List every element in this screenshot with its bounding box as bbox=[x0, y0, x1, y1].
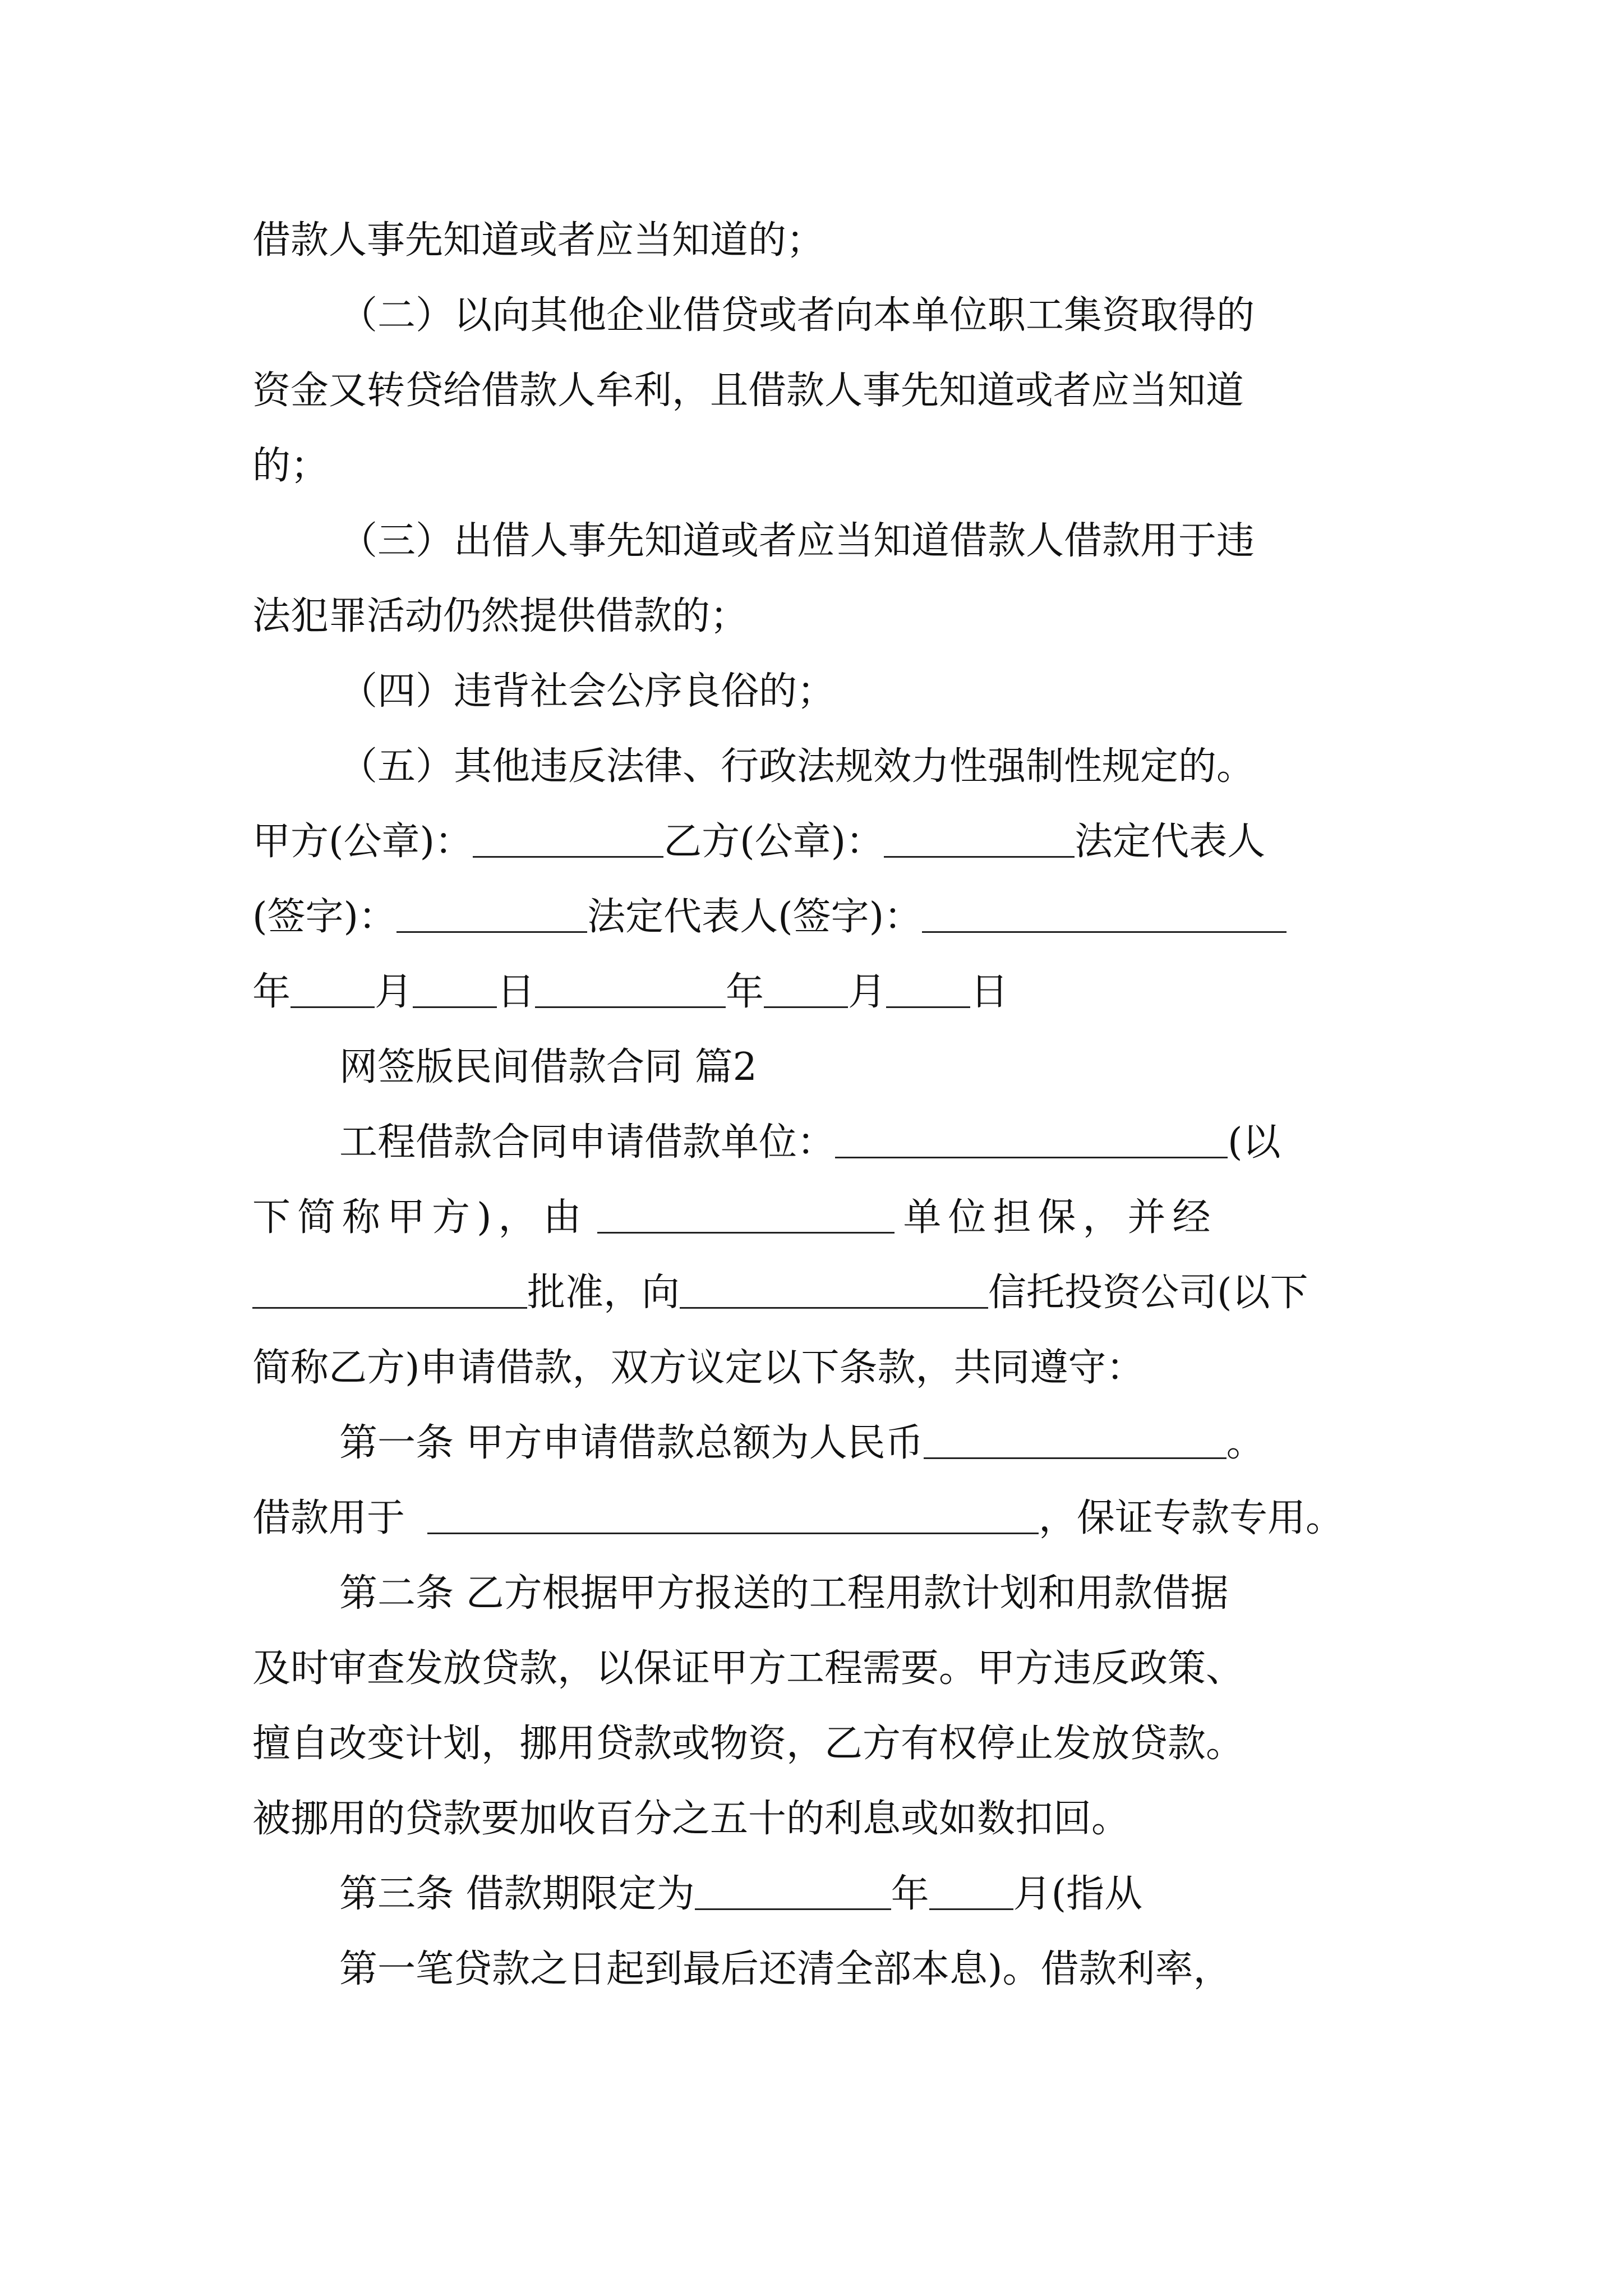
signature-line-2 bbox=[252, 892, 1391, 942]
trust-company-blank bbox=[680, 1273, 988, 1309]
month-label: 月 bbox=[848, 970, 887, 1014]
sign-label: (签字)： bbox=[252, 895, 397, 939]
applicant-line bbox=[339, 1117, 1391, 1168]
guarantor-blank bbox=[597, 1198, 895, 1234]
legal-rep-sign-blank bbox=[922, 898, 1287, 933]
text: 第三条 借款期限定为 bbox=[339, 1872, 695, 1916]
text: 。 bbox=[1226, 1421, 1265, 1465]
text: ，保证专款专用。 bbox=[1039, 1496, 1344, 1540]
day-label: 日 bbox=[497, 970, 536, 1014]
text-line: 资金又转贷给借款人牟利，且借款人事先知道或者应当知道 bbox=[252, 369, 1244, 413]
year-label: 年 bbox=[726, 970, 764, 1014]
party-b-seal-label: 乙方(公章)： bbox=[663, 820, 884, 864]
party-a-seal-label: 甲方(公章)： bbox=[252, 820, 473, 864]
loan-use-blank bbox=[427, 1499, 1039, 1534]
text: 信托投资公司(以下 bbox=[988, 1271, 1308, 1315]
legal-rep-label: 法定代表人 bbox=[1075, 820, 1266, 864]
applicant-label: 工程借款合同申请借款单位： bbox=[339, 1120, 836, 1165]
text-line: 第一笔贷款之日起到最后还清全部本息)。借款利率， bbox=[339, 1947, 1232, 1991]
month-blank bbox=[886, 973, 970, 1008]
guarantor-line bbox=[252, 1193, 1391, 1243]
text: 年 bbox=[891, 1872, 929, 1916]
text-line: 借款人事先知道或者应当知道的； bbox=[252, 218, 825, 263]
loan-amount-blank bbox=[924, 1424, 1227, 1459]
text-line: 被挪用的贷款要加收百分之五十的利息或如数扣回。 bbox=[252, 1797, 1130, 1841]
month-label: 月 bbox=[375, 970, 413, 1014]
year-blank bbox=[291, 973, 375, 1008]
loan-use-line bbox=[252, 1493, 1391, 1544]
text: 借款用于 bbox=[252, 1496, 405, 1540]
article-two-line: 第二条 乙方根据甲方报送的工程用款计划和用款借据 bbox=[339, 1571, 1229, 1616]
sign-blank bbox=[396, 898, 587, 933]
section-heading: 网签版民间借款合同 篇2 bbox=[339, 1045, 757, 1089]
article-one-line bbox=[339, 1418, 1391, 1469]
clause-five-line: （五）其他违反法律、行政法规效力性强制性规定的。 bbox=[339, 744, 1255, 789]
approval-line bbox=[252, 1268, 1391, 1318]
term-years-blank bbox=[695, 1875, 891, 1910]
blank bbox=[535, 973, 726, 1008]
party-b-seal-blank bbox=[884, 822, 1075, 858]
text: 月(指从 bbox=[1013, 1872, 1143, 1916]
text: (以 bbox=[1228, 1120, 1281, 1165]
text: 第一条 甲方申请借款总额为人民币 bbox=[339, 1421, 924, 1465]
text: 下简称甲方)，由 bbox=[252, 1195, 588, 1240]
text-line: 法犯罪活动仍然提供借款的； bbox=[252, 594, 749, 638]
date-line bbox=[252, 967, 1391, 1018]
text: 批准，向 bbox=[527, 1271, 680, 1315]
term-months-blank bbox=[929, 1875, 1013, 1910]
party-a-seal-blank bbox=[473, 822, 663, 858]
text-line: 的； bbox=[252, 444, 329, 488]
clause-four-line: （四）违背社会公序良俗的； bbox=[339, 669, 836, 714]
applicant-blank bbox=[835, 1123, 1228, 1158]
text-line: 擅自改变计划，挪用贷款或物资，乙方有权停止发放贷款。 bbox=[252, 1722, 1244, 1766]
legal-rep-sign-label: 法定代表人(签字)： bbox=[587, 895, 923, 939]
approver-blank bbox=[252, 1273, 527, 1309]
clause-three-line: （三）出借人事先知道或者应当知道借款人借款用于违 bbox=[339, 519, 1255, 563]
text: 单位担保，并经 bbox=[903, 1195, 1218, 1240]
month-blank bbox=[413, 973, 497, 1008]
text-line: 简称乙方)申请借款，双方议定以下条款，共同遵守： bbox=[252, 1346, 1145, 1390]
year-blank bbox=[764, 973, 848, 1008]
article-three-line bbox=[339, 1869, 1391, 1920]
day-label: 日 bbox=[970, 970, 1009, 1014]
text-line: 及时审查发放贷款，以保证甲方工程需要。甲方违反政策、 bbox=[252, 1646, 1244, 1691]
clause-two-line: （二）以向其他企业借贷或者向本单位职工集资取得的 bbox=[339, 293, 1255, 338]
signature-line-1 bbox=[252, 817, 1391, 867]
year-label: 年 bbox=[252, 970, 291, 1014]
